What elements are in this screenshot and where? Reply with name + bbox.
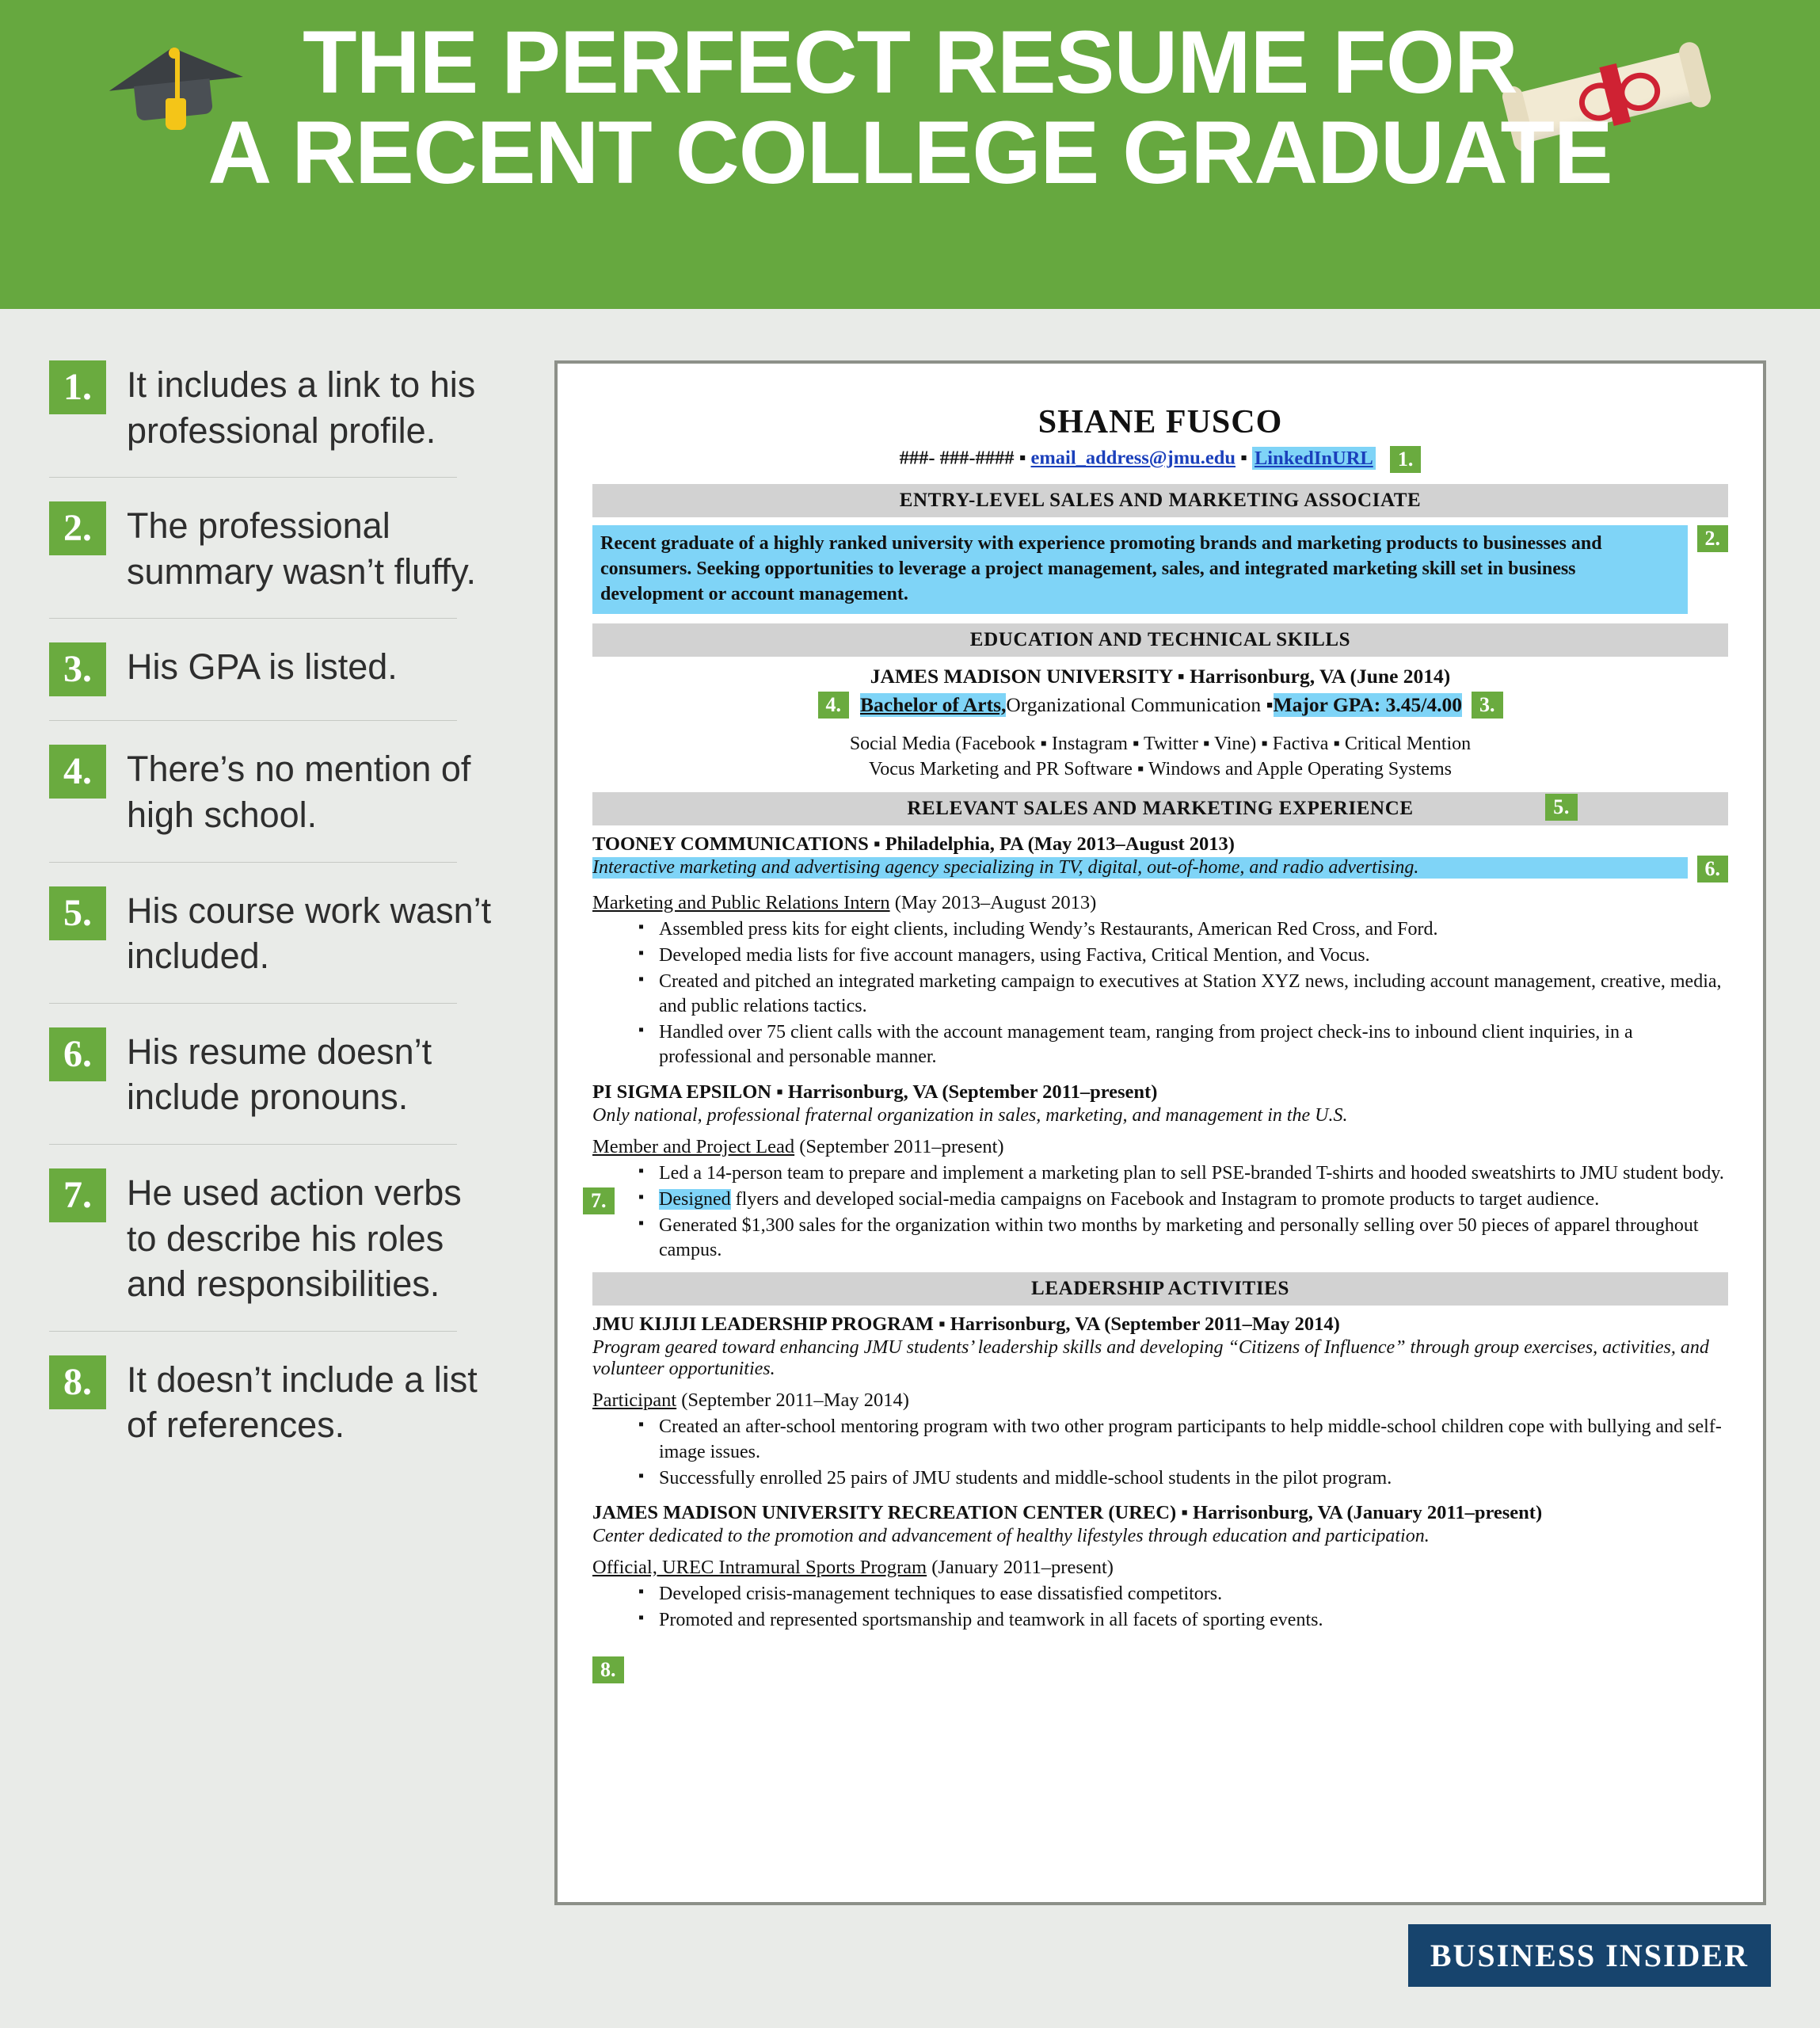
section-band-headline: ENTRY-LEVEL SALES AND MARKETING ASSOCIATE: [592, 484, 1728, 517]
phone-number: ###- ###-####: [899, 447, 1015, 469]
divider: [49, 862, 457, 863]
bullet-item: ▪ Created an after-school mentoring program with two other program participants to help middle-school children cope with bullying and self-image issues.: [638, 1415, 1728, 1464]
list-item: [49, 501, 493, 594]
job-role-dates: (September 2011–present): [794, 1135, 1004, 1157]
leadership-entry: [592, 1502, 1728, 1633]
leadership-bullets: [592, 1582, 1728, 1633]
action-verb: Designed: [659, 1188, 731, 1210]
degree-name: Bachelor of Arts,: [860, 692, 1007, 716]
job-description-row: [592, 856, 1728, 882]
section-band-education: EDUCATION AND TECHNICAL SKILLS: [592, 623, 1728, 657]
job-role-name: Marketing and Public Relations Intern: [592, 891, 890, 913]
tip-number: 8.: [49, 1355, 106, 1409]
tip-text: His course work wasn’t included.: [127, 890, 492, 977]
section-band-experience: [592, 792, 1728, 825]
job-role-name: Member and Project Lead: [592, 1135, 795, 1157]
bullet-item: ▪ Successfully enrolled 25 pairs of JMU students and middle-school students in the pilot program.: [638, 1466, 1728, 1491]
list-item: [49, 360, 493, 453]
callout-5: 5.: [1545, 794, 1578, 821]
bullet-item: ▪ Generated $1,300 sales for the organization within two months by marketing and personally selling over 50 pieces of apparel throughout campus.: [638, 1214, 1728, 1263]
callout-6: 6.: [1697, 856, 1729, 882]
leadership-role-name: Participant: [592, 1389, 677, 1412]
leadership-title: JMU KIJIJI LEADERSHIP PROGRAM ▪ Harrisonburg, VA (September 2011–May 2014): [592, 1313, 1340, 1336]
gpa-value: Major GPA: 3.45/4.00: [1273, 692, 1462, 716]
bullet-item: ▪ Created and pitched an integrated marketing campaign to executives at Station XYZ news, including account management, creative, media, and public relations tactics.: [638, 970, 1728, 1019]
bullet-item-rest: flyers and developed social-media campaigns on Facebook and Instagram to promote products to target audience.: [735, 1188, 1600, 1210]
job-role: [592, 1136, 1728, 1158]
divider: [49, 1331, 457, 1332]
leadership-role-name: Official, UREC Intramural Sports Program: [592, 1556, 927, 1578]
tip-text: It includes a link to his professional profile.: [127, 364, 476, 451]
list-item: [49, 1168, 493, 1307]
list-item: [49, 1355, 493, 1448]
leadership-bullets: [592, 1415, 1728, 1491]
tip-text: His GPA is listed.: [127, 646, 398, 688]
section-band-experience-label: RELEVANT SALES AND MARKETING EXPERIENCE: [907, 797, 1414, 819]
list-item: [49, 1027, 493, 1120]
education-degree-row: [592, 692, 1728, 719]
bullet-item-action-verb: [591, 1187, 1728, 1212]
bullet-item: ▪ Developed media lists for five account managers, using Factiva, Critical Mention, and Vocus.: [638, 943, 1728, 968]
tip-number: 4.: [49, 745, 106, 799]
tip-number: 5.: [49, 886, 106, 940]
bullet-item: ▪ Promoted and represented sportsmanship and teamwork in all facets of sporting events.: [638, 1608, 1728, 1633]
job-role: [592, 892, 1728, 914]
callout-3: 3.: [1472, 692, 1503, 719]
email-link[interactable]: email_address@jmu.edu: [1030, 447, 1236, 469]
job-bullets: [592, 917, 1728, 1070]
divider: [49, 1003, 457, 1004]
page-title-line1: THE PERFECT RESUME FOR: [303, 13, 1517, 112]
professional-summary: Recent graduate of a highly ranked university with experience promoting brands and marketing products to businesses and consumers. Seeking opportunities to leverage a project management, sales, and integrated marketing skill set in business development or account management.: [592, 525, 1688, 614]
job-role-dates: (May 2013–August 2013): [889, 891, 1097, 913]
tip-number: 2.: [49, 501, 106, 555]
resume-name: SHANE FUSCO: [1038, 404, 1283, 440]
tip-text: He used action verbs to describe his roles and responsibilities.: [127, 1172, 462, 1305]
summary-row: [592, 525, 1728, 614]
business-insider-logo: BUSINESS INSIDER: [1408, 1924, 1771, 1987]
tip-number: 3.: [49, 642, 106, 696]
resume-contact-line: [592, 446, 1728, 473]
skills-line-1: Social Media (Facebook ▪ Instagram ▪ Twitter ▪ Vine) ▪ Factiva ▪ Critical Mention: [849, 733, 1472, 754]
tip-number: 6.: [49, 1027, 106, 1081]
list-item: [49, 886, 493, 979]
degree-major: Organizational Communication ▪: [1006, 692, 1274, 716]
experience-entry: [592, 833, 1728, 1070]
leadership-title: JAMES MADISON UNIVERSITY RECREATION CENTER (UREC) ▪ Harrisonburg, VA (January 2011–present): [592, 1501, 1543, 1523]
education-school: JAMES MADISON UNIVERSITY ▪ Harrisonburg, VA (June 2014): [870, 664, 1451, 688]
tip-number: 1.: [49, 360, 106, 414]
divider: [49, 477, 457, 478]
callout-7: ▪ 7.: [583, 1187, 615, 1214]
divider: [49, 1144, 457, 1145]
leadership-role-dates: (September 2011–May 2014): [676, 1389, 909, 1412]
end-callout-row: [592, 1656, 1728, 1683]
contact-separator: ▪: [1019, 447, 1026, 469]
job-description: Only national, professional fraternal organization in sales, marketing, and management in the U.S.: [592, 1104, 1348, 1126]
callout-4: 4.: [818, 692, 850, 719]
tip-text: There’s no mention of high school.: [127, 749, 471, 835]
tips-list: [49, 360, 493, 1448]
leadership-description: Program geared toward enhancing JMU students’ leadership skills and developing “Citizens of Influence” through group exercises, activities, and volunteer opportunities.: [592, 1337, 1709, 1380]
tip-number: 7.: [49, 1168, 106, 1222]
leadership-role: [592, 1389, 1728, 1412]
bullet-item: ▪ Led a 14-person team to prepare and implement a marketing plan to sell PSE-branded T-shirts and hooded sweatshirts to JMU student body.: [638, 1161, 1728, 1186]
callout-1: 1.: [1390, 446, 1422, 473]
skills-line-2: Vocus Marketing and PR Software ▪ Windows and Apple Operating Systems: [869, 759, 1452, 780]
callout-2: 2.: [1697, 525, 1729, 552]
leadership-role-dates: (January 2011–present): [927, 1556, 1114, 1578]
contact-separator: ▪: [1240, 447, 1247, 469]
leadership-role: [592, 1557, 1728, 1579]
tip-text: The professional summary wasn’t fluffy.: [127, 505, 476, 592]
bullet-item: ▪ Developed crisis-management techniques to ease dissatisfied competitors.: [638, 1582, 1728, 1607]
job-bullets: [592, 1161, 1728, 1264]
job-title: PI SIGMA EPSILON ▪ Harrisonburg, VA (September 2011–present): [592, 1081, 1158, 1103]
page-title-line2: A RECENT COLLEGE GRADUATE: [208, 103, 1612, 203]
leadership-description: Center dedicated to the promotion and advancement of healthy lifestyles through education and participation.: [592, 1525, 1430, 1546]
resume-document: [554, 360, 1766, 1905]
divider: [49, 618, 457, 619]
divider: [49, 720, 457, 721]
bullet-item: ▪ Assembled press kits for eight clients, including Wendy’s Restaurants, American Red Cross, and Ford.: [638, 917, 1728, 942]
header-banner: [0, 0, 1820, 309]
technical-skills: [592, 731, 1728, 783]
list-item: [49, 642, 493, 696]
section-band-leadership: LEADERSHIP ACTIVITIES: [592, 1272, 1728, 1306]
bullet-item: ▪ Handled over 75 client calls with the account management team, ranging from project check-ins to inbound client inquiries, in a professional and personable manner.: [638, 1020, 1728, 1069]
leadership-entry: [592, 1313, 1728, 1491]
tip-text: His resume doesn’t include pronouns.: [127, 1031, 432, 1118]
list-item: [49, 745, 493, 837]
callout-8: 8.: [592, 1656, 624, 1683]
job-description: Interactive marketing and advertising agency specializing in TV, digital, out-of-home, and radio advertising.: [592, 857, 1688, 879]
page-title: [0, 13, 1820, 203]
experience-entry: [592, 1081, 1728, 1264]
linkedin-link[interactable]: LinkedInURL: [1252, 447, 1376, 470]
job-title: TOONEY COMMUNICATIONS ▪ Philadelphia, PA (May 2013–August 2013): [592, 833, 1235, 855]
tip-text: It doesn’t include a list of references.: [127, 1359, 478, 1446]
